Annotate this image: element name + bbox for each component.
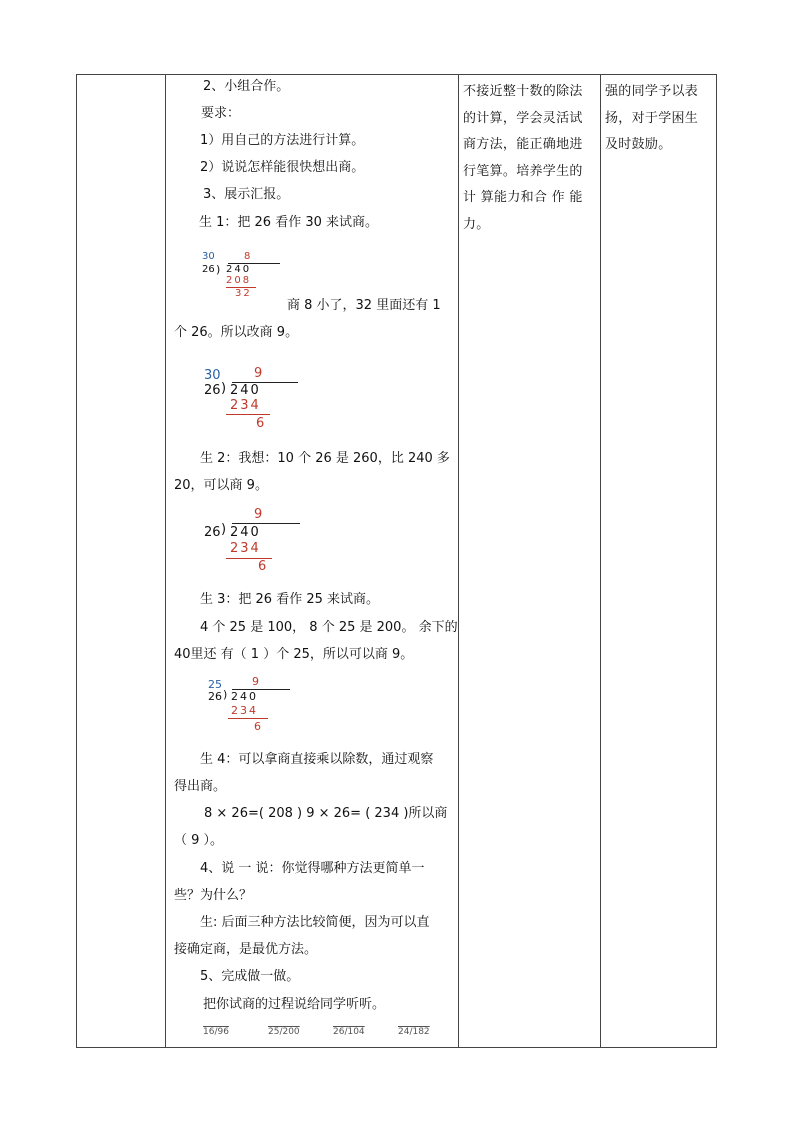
div1-estimate: 30 xyxy=(202,251,215,262)
requirement-2: 2）说说怎样能很快想出商。 xyxy=(200,160,365,175)
div3-quotient: 9 xyxy=(254,507,263,522)
student-answer: 生: 后面三种方法比较简便，因为可以直 xyxy=(200,915,430,930)
requirements-label: 要求： xyxy=(201,106,241,121)
student3-conclusion: 40里还 有（ 1 ）个 25，所以可以商 9。 xyxy=(174,647,414,662)
div3-dividend: 240 xyxy=(230,525,261,540)
teaching-process-cell: 2、小组合作。 要求： 1）用自己的方法进行计算。 2）说说怎样能很快想出商。 3、展示汇报。 生 1：把 26 看作 30 来试商。 30 8 26 ) 240 208 32 商 8 小了，32 里面还有 1 个 26。所以改商 9。 30 9 26 ) 240 234 6 生 2：我想：10 个 26 是 260，比 240 多 20，可以商 9。 9 26 ) 240 234 6 生 3：把 26 看作 25 来试商。 4 个 25 是 100， 8 个 25 是 200。 余下的 40里还 有（ 1 ）个 25，所以可以商 9。 25 9 26 ) 240 234 6 生 4：可以拿商直接乘以除数，通过观察 得出商。 8 × 26=( 208 ) 9 × 26= ( 234 )所以商 （ 9 ）。 4、说 一 说：你觉得哪种方法更简单一 些？为什么？ 生: 后面三种方法比较简便，因为可以直 接确定商，是最优方法。 5、完成做一做。 把你试商的过程说给同学听听。 16/96 25/200 26/104 24/182 xyxy=(174,79,458,1037)
step-report: 3、展示汇报。 xyxy=(203,187,290,202)
div1-divisor: 26 xyxy=(202,264,215,275)
div4-dividend: 240 xyxy=(231,690,258,703)
teaching-notes-cell xyxy=(601,75,718,1047)
exercise-2: 25/200 xyxy=(268,1027,300,1037)
student4-answer: （ 9 ）。 xyxy=(174,833,224,848)
requirement-1: 1）用自己的方法进行计算。 xyxy=(200,133,365,148)
div1-quotient: 8 xyxy=(244,251,251,262)
teaching-goal-cell xyxy=(459,75,600,1047)
div4-estimate: 25 xyxy=(208,678,222,691)
div1-dividend: 240 xyxy=(226,264,252,275)
step-discuss-question: 些？为什么？ xyxy=(174,888,253,903)
div2-divisor: 26 xyxy=(204,383,221,398)
student4-equations: 8 × 26=( 208 ) 9 × 26= ( 234 )所以商 xyxy=(204,806,448,821)
div4-divisor: 26 xyxy=(208,690,222,703)
div4-product: 234 xyxy=(231,704,258,717)
div2-remainder: 6 xyxy=(256,416,265,431)
student1-conclusion: 个 26。所以改商 9。 xyxy=(174,325,299,340)
step-practice: 5、完成做一做。 xyxy=(200,969,300,984)
div2-product: 234 xyxy=(230,398,261,413)
lesson-table xyxy=(76,74,717,1048)
student3-reasoning: 4 个 25 是 100， 8 个 25 是 200。 余下的 xyxy=(200,620,458,635)
student2-text: 生 2：我想：10 个 26 是 260，比 240 多 xyxy=(200,451,450,466)
student4-continued: 得出商。 xyxy=(174,779,227,794)
column-1-cell xyxy=(77,75,165,1047)
div1-remainder: 32 xyxy=(235,288,252,299)
div2-quotient: 9 xyxy=(254,366,263,381)
student1-text: 生 1：把 26 看作 30 来试商。 xyxy=(199,215,379,230)
div4-remainder: 6 xyxy=(254,720,261,733)
div4-quotient: 9 xyxy=(252,675,259,688)
teaching-notes-text: 强的同学予以表 扬，对于学困生 及时鼓励。 xyxy=(605,84,699,153)
student1-adjust: 商 8 小了，32 里面还有 1 xyxy=(287,298,441,313)
teaching-goal-text: 不接近整十数的除法 的计算，学会灵活试 商方法，能正确地进 行笔算。培养学生的 计 算能力和合 作 能 力。 xyxy=(463,84,583,232)
student2-conclusion: 20，可以商 9。 xyxy=(174,478,268,493)
step-group-work: 2、小组合作。 xyxy=(203,79,290,94)
exercise-3: 26/104 xyxy=(333,1027,365,1037)
student4-text: 生 4：可以拿商直接乘以除数，通过观察 xyxy=(200,752,434,767)
exercise-4: 24/182 xyxy=(398,1027,430,1037)
student-answer-continued: 接确定商，是最优方法。 xyxy=(174,942,318,957)
exercise-1: 16/96 xyxy=(203,1027,229,1037)
div2-dividend: 240 xyxy=(230,383,261,398)
step-discuss: 4、说 一 说：你觉得哪种方法更简单一 xyxy=(200,861,425,876)
div3-remainder: 6 xyxy=(258,559,267,574)
div3-divisor: 26 xyxy=(204,525,221,540)
div3-product: 234 xyxy=(230,541,261,556)
student3-text: 生 3：把 26 看作 25 来试商。 xyxy=(200,592,380,607)
div1-product: 208 xyxy=(226,275,252,286)
practice-instruction: 把你试商的过程说给同学听听。 xyxy=(203,997,386,1012)
div2-estimate: 30 xyxy=(204,368,221,383)
